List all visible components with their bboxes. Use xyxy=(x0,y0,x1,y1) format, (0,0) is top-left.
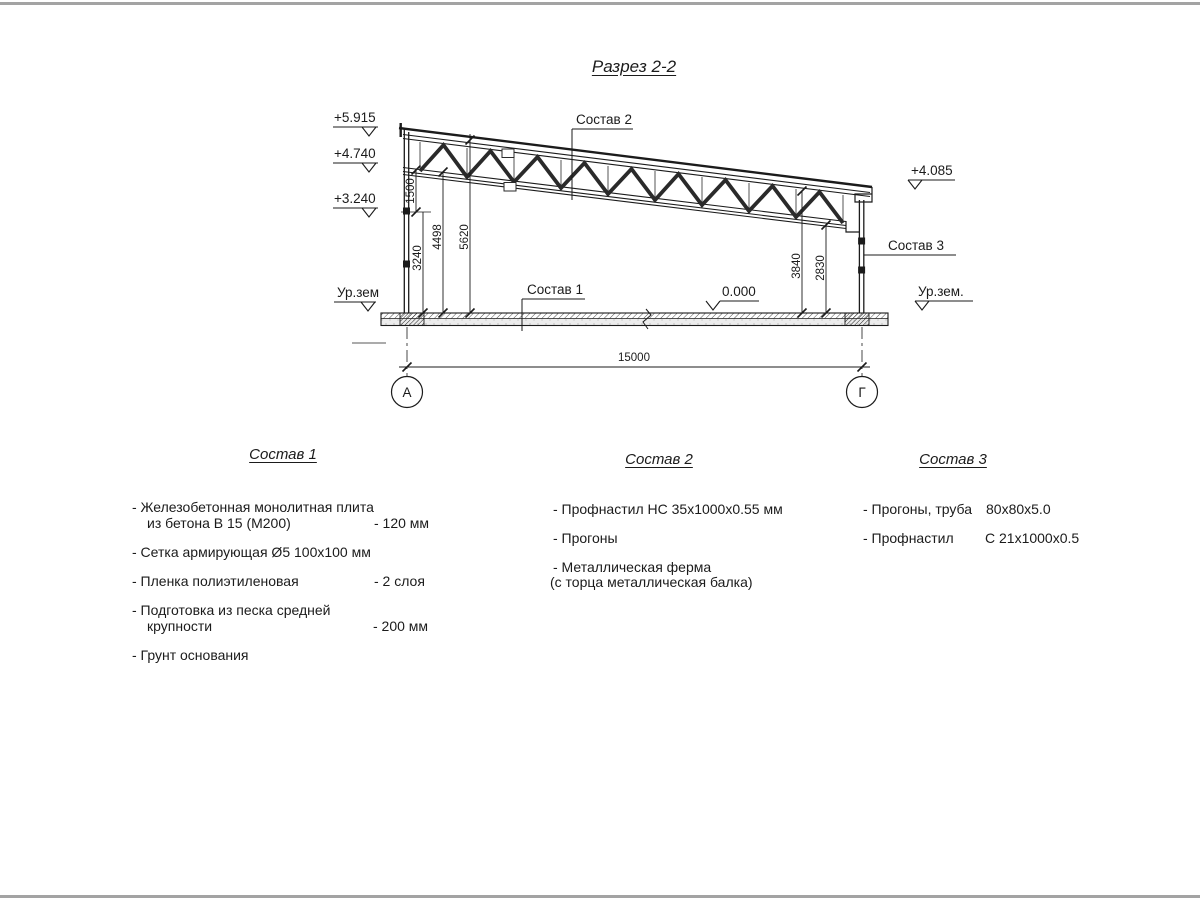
list-item: - Профнастил xyxy=(863,530,954,546)
list-item: - Прогоны xyxy=(553,530,618,546)
sand-layer xyxy=(381,319,888,326)
drawing-title: Разрез 2-2 xyxy=(591,57,677,76)
span-dim-text: 15000 xyxy=(618,352,650,364)
list-item: - Профнастил НС 35х1000х0.55 мм xyxy=(553,501,783,517)
dim-text-5620: 5620 xyxy=(459,224,471,250)
elevation-mark-3240 xyxy=(333,208,378,217)
leader-label-sostav-1: Состав 1 xyxy=(527,282,583,297)
ground-label-right: Ур.зем. xyxy=(918,284,964,299)
axis-letter-a: А xyxy=(402,385,412,400)
level-arrow-icon xyxy=(915,301,929,310)
leader-label-sostav-3: Состав 3 xyxy=(888,238,944,253)
list-item: крупности xyxy=(147,618,213,634)
dim-text-2830: 2830 xyxy=(815,255,827,281)
elevation-label-4740: +4.740 xyxy=(334,146,376,161)
roof-right-fascia xyxy=(855,187,872,202)
elevation-label-3240: +3.240 xyxy=(334,191,376,206)
list-item-value: - 2 слоя xyxy=(374,573,425,589)
truss-bottom-chord xyxy=(403,172,846,226)
list-item: - Подготовка из песка средней xyxy=(132,602,331,618)
section-drawing xyxy=(0,0,1200,435)
dim-text-3240: 3240 xyxy=(412,245,424,271)
ground-level-mark-right xyxy=(915,301,973,310)
elevation-label-5915: +5.915 xyxy=(334,110,376,125)
list-item: (с торца металлическая балка) xyxy=(550,574,753,590)
elevation-mark-4085 xyxy=(908,180,955,189)
zero-level-mark xyxy=(706,301,759,310)
slab-hatch-layer xyxy=(381,313,888,319)
list-item: - Пленка полиэтиленовая xyxy=(132,573,299,589)
elevation-label-4085: +4.085 xyxy=(911,163,953,178)
elevation-mark-5915 xyxy=(333,127,378,136)
level-arrow-icon xyxy=(362,208,376,217)
zero-level-label: 0.000 xyxy=(722,284,756,299)
level-arrow-icon xyxy=(362,127,376,136)
floor-slab xyxy=(381,309,888,329)
page-bottom-edge xyxy=(0,895,1200,898)
ground-level-mark-left xyxy=(334,302,376,311)
list-item-value: С 21х1000х0.5 xyxy=(985,530,1080,546)
right-footing xyxy=(845,313,869,326)
list-item: - Металлическая ферма xyxy=(553,559,712,575)
axis-letter-g: Г xyxy=(858,385,866,400)
purlin-connection-plate xyxy=(502,149,514,158)
truss-end-bracket xyxy=(846,221,860,232)
list-item: из бетона В 15 (М200) xyxy=(147,515,291,531)
sostav1-heading: Состав 1 xyxy=(249,446,317,463)
purlin-connection-plate xyxy=(504,183,516,192)
level-arrow-icon xyxy=(361,302,375,311)
dim-text-1500: 1500 xyxy=(405,178,417,204)
sostav2-heading: Состав 2 xyxy=(625,451,693,468)
span-dimension xyxy=(392,327,878,408)
list-item: - Грунт основания xyxy=(132,647,249,663)
list-item: - Сетка армирующая Ø5 100х100 мм xyxy=(132,544,371,560)
level-arrow-icon xyxy=(706,301,720,310)
list-item: - Железобетонная монолитная плита xyxy=(132,499,374,515)
dim-ticks xyxy=(412,136,831,318)
list-item-value: - 200 мм xyxy=(373,618,429,634)
level-arrow-icon xyxy=(908,180,922,189)
list-item-value: - 120 мм xyxy=(374,515,430,531)
truss-top-chord xyxy=(403,135,870,193)
ground-label-left: Ур.зем xyxy=(337,285,380,300)
leader-label-sostav-2: Состав 2 xyxy=(576,112,632,127)
wall-girt-mark xyxy=(859,238,865,244)
list-item: - Прогоны, труба xyxy=(863,501,973,517)
sostav3-heading: Состав 3 xyxy=(919,451,987,468)
level-arrow-icon xyxy=(362,163,376,172)
list-item-value: 80х80х5.0 xyxy=(986,501,1051,517)
elevation-mark-4740 xyxy=(333,163,378,172)
wall-girt-mark xyxy=(404,208,410,214)
truss-bottom-chord xyxy=(403,175,846,229)
wall-girt-mark xyxy=(404,261,410,267)
truss-verticals xyxy=(420,142,843,223)
wall-girt-mark xyxy=(859,267,865,273)
truss-web xyxy=(420,142,843,223)
dim-text-4498: 4498 xyxy=(432,224,444,250)
dim-text-3840: 3840 xyxy=(791,253,803,279)
